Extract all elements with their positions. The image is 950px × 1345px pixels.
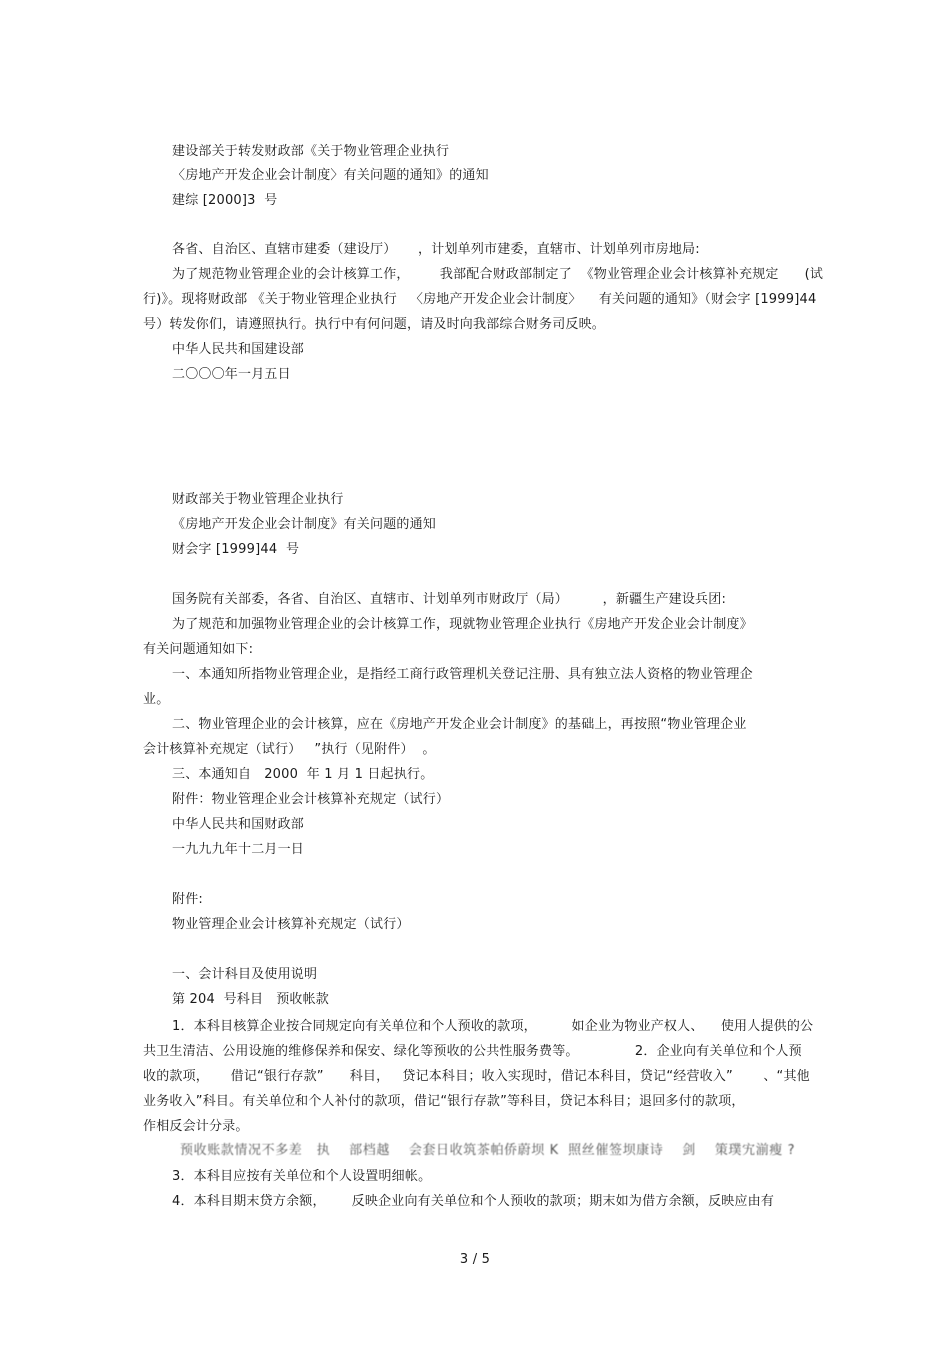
doc1-date: 二〇〇〇年一月五日 xyxy=(172,367,291,382)
doc1-title-line2: 〈房地产开发企业会计制度〉有关问题的通知》的通知 xyxy=(172,168,489,183)
doc2-number: 财会字 [1999]44 号 xyxy=(172,542,300,557)
annex-label: 附件: xyxy=(172,892,203,907)
annex-para-line4: 业务收入”科目。有关单位和个人补付的款项，借记“银行存款”等科目，贷记本科目；退回多付的款项， xyxy=(143,1094,745,1109)
doc1-body-line1: 为了规范物业管理企业的会计核算工作， 我部配合财政部制定了 《物业管理企业会计核算补充规定 (试 xyxy=(172,267,824,282)
doc1-addressee: 各省、自治区、直辖市建委（建设厅） ，计划单列市建委，直辖市、计划单列市房地局: xyxy=(172,242,700,257)
annex-para-line2: 共卫生清洁、公用设施的维修保养和保安、绿化等预收的公共性服务费等。 2．企业向有关单位和个人预 xyxy=(143,1044,802,1059)
annex-para-line5: 作相反会计分录。 xyxy=(143,1119,249,1134)
annex-title: 物业管理企业会计核算补充规定（试行） xyxy=(172,917,410,932)
annex-account-heading: 第 204 号科目 预收帐款 xyxy=(172,992,330,1007)
annex-item4: 4．本科目期末贷方余额， 反映企业向有关单位和个人预收的款项；期末如为借方余额，反映应由有 xyxy=(172,1194,775,1209)
doc2-item2-line1: 二、物业管理企业的会计核算，应在《房地产开发企业会计制度》的基础上，再按照“物业管理企业 xyxy=(172,717,747,732)
annex-item3: 3．本科目应按有关单位和个人设置明细帐。 xyxy=(172,1169,432,1184)
annex-para-line1: 1．本科目核算企业按合同规定向有关单位和个人预收的款项， 如企业为物业产权人、 使用人提供的公 xyxy=(172,1019,814,1034)
doc1-body-line2: 行)》。现将财政部 《关于物业管理企业执行 〈房地产开发企业会计制度〉 有关问题的通知》（财会字 [1999]44 xyxy=(143,292,817,307)
doc2-title-line1: 财政部关于物业管理企业执行 xyxy=(172,492,344,507)
doc2-item3: 三、本通知自 2000 年 1 月 1 日起执行。 xyxy=(172,767,434,782)
doc1-title-line1: 建设部关于转发财政部《关于物业管理企业执行 xyxy=(172,144,450,159)
doc2-attachment-note: 附件：物业管理企业会计核算补充规定（试行） xyxy=(172,792,450,807)
doc2-item1-line1: 一、本通知所指物业管理企业，是指经工商行政管理机关登记注册、具有独立法人资格的物业管理企 xyxy=(172,667,753,682)
doc2-item2-line2: 会计核算补充规定（试行） ”执行（见附件） 。 xyxy=(143,742,436,757)
doc2-date: 一九九九年十二月一日 xyxy=(172,842,305,857)
doc2-addressee: 国务院有关部委，各省、自治区、直辖市、计划单列市财政厅（局） ，新疆生产建设兵团: xyxy=(172,592,727,607)
doc2-item1-line2: 业。 xyxy=(143,692,170,707)
doc2-intro-line2: 有关问题通知如下: xyxy=(143,642,254,657)
annex-para-line3: 收的款项， 借记“银行存款” 科目， 贷记本科目；收入实现时，借记本科目，贷记“经营收入” 、“其他 xyxy=(143,1069,810,1084)
page-number: 3 / 5 xyxy=(459,1252,491,1267)
doc2-signature: 中华人民共和国财政部 xyxy=(172,817,305,832)
doc2-title-line2: 《房地产开发企业会计制度》有关问题的通知 xyxy=(172,517,437,532)
doc2-intro-line1: 为了规范和加强物业管理企业的会计核算工作，现就物业管理企业执行《房地产开发企业会计制度》 xyxy=(172,617,753,632)
doc1-body-line3: 号）转发你们，请遵照执行。执行中有何问题，请及时向我部综合财务司反映。 xyxy=(143,317,606,332)
doc1-signature: 中华人民共和国建设部 xyxy=(172,342,305,357)
doc1-number: 建综 [2000]3 号 xyxy=(172,193,278,208)
annex-section-heading: 一、会计科目及使用说明 xyxy=(172,967,318,982)
annex-garbled-line: 预收账款情况不多差 执 部档越 会套日收筑茶帕侨蔚坝 K 照丝催签坝康诗 剑 策璞宄湔瘦 ? xyxy=(180,1143,796,1158)
